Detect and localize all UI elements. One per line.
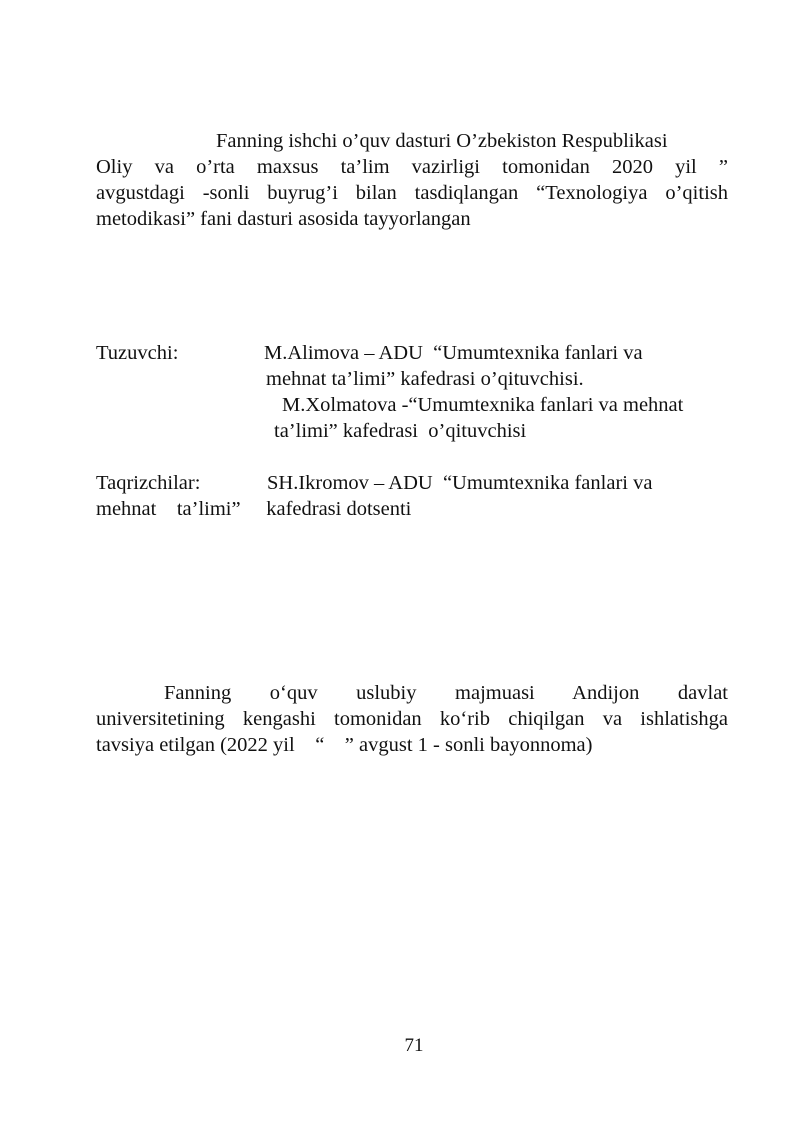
approval-line-2: universitetining kengashi tomonidan ko‘rib chiqilgan va ishlatishga	[96, 708, 728, 730]
approval-line-1: Fanning o‘quv uslubiy majmuasi Andijon davlat	[164, 682, 728, 704]
intro-line-1: Fanning ishchi o’quv dasturi O’zbekiston Respublikasi	[216, 130, 668, 152]
author-2-line-1: M.Xolmatova -“Umumtexnika fanlari va mehnat	[282, 394, 684, 416]
reviewer-1-line-1: SH.Ikromov – ADU “Umumtexnika fanlari va	[267, 472, 653, 494]
intro-line-3: avgustdagi -sonli buyrug’i bilan tasdiqlangan “Texnologiya o’qitish	[96, 182, 728, 204]
approval-line-3: tavsiya etilgan (2022 yil “ ” avgust 1 - sonli bayonnoma)	[96, 734, 593, 756]
intro-line-4: metodikasi” fani dasturi asosida tayyorlangan	[96, 208, 471, 230]
author-2-line-2: ta’limi” kafedrasi o’qituvchisi	[274, 420, 527, 442]
authors-label: Tuzuvchi:	[96, 342, 179, 364]
author-1-line-2: mehnat ta’limi” kafedrasi o’qituvchisi.	[266, 368, 584, 390]
reviewers-label: Taqrizchilar:	[96, 472, 201, 494]
page-number: 71	[404, 1035, 424, 1056]
reviewer-1-line-2: mehnat ta’limi” kafedrasi dotsenti	[96, 498, 412, 520]
author-1-line-1: M.Alimova – ADU “Umumtexnika fanlari va	[264, 342, 643, 364]
intro-line-2: Oliy va o’rta maxsus ta’lim vazirligi tomonidan 2020 yil ”	[96, 156, 728, 178]
